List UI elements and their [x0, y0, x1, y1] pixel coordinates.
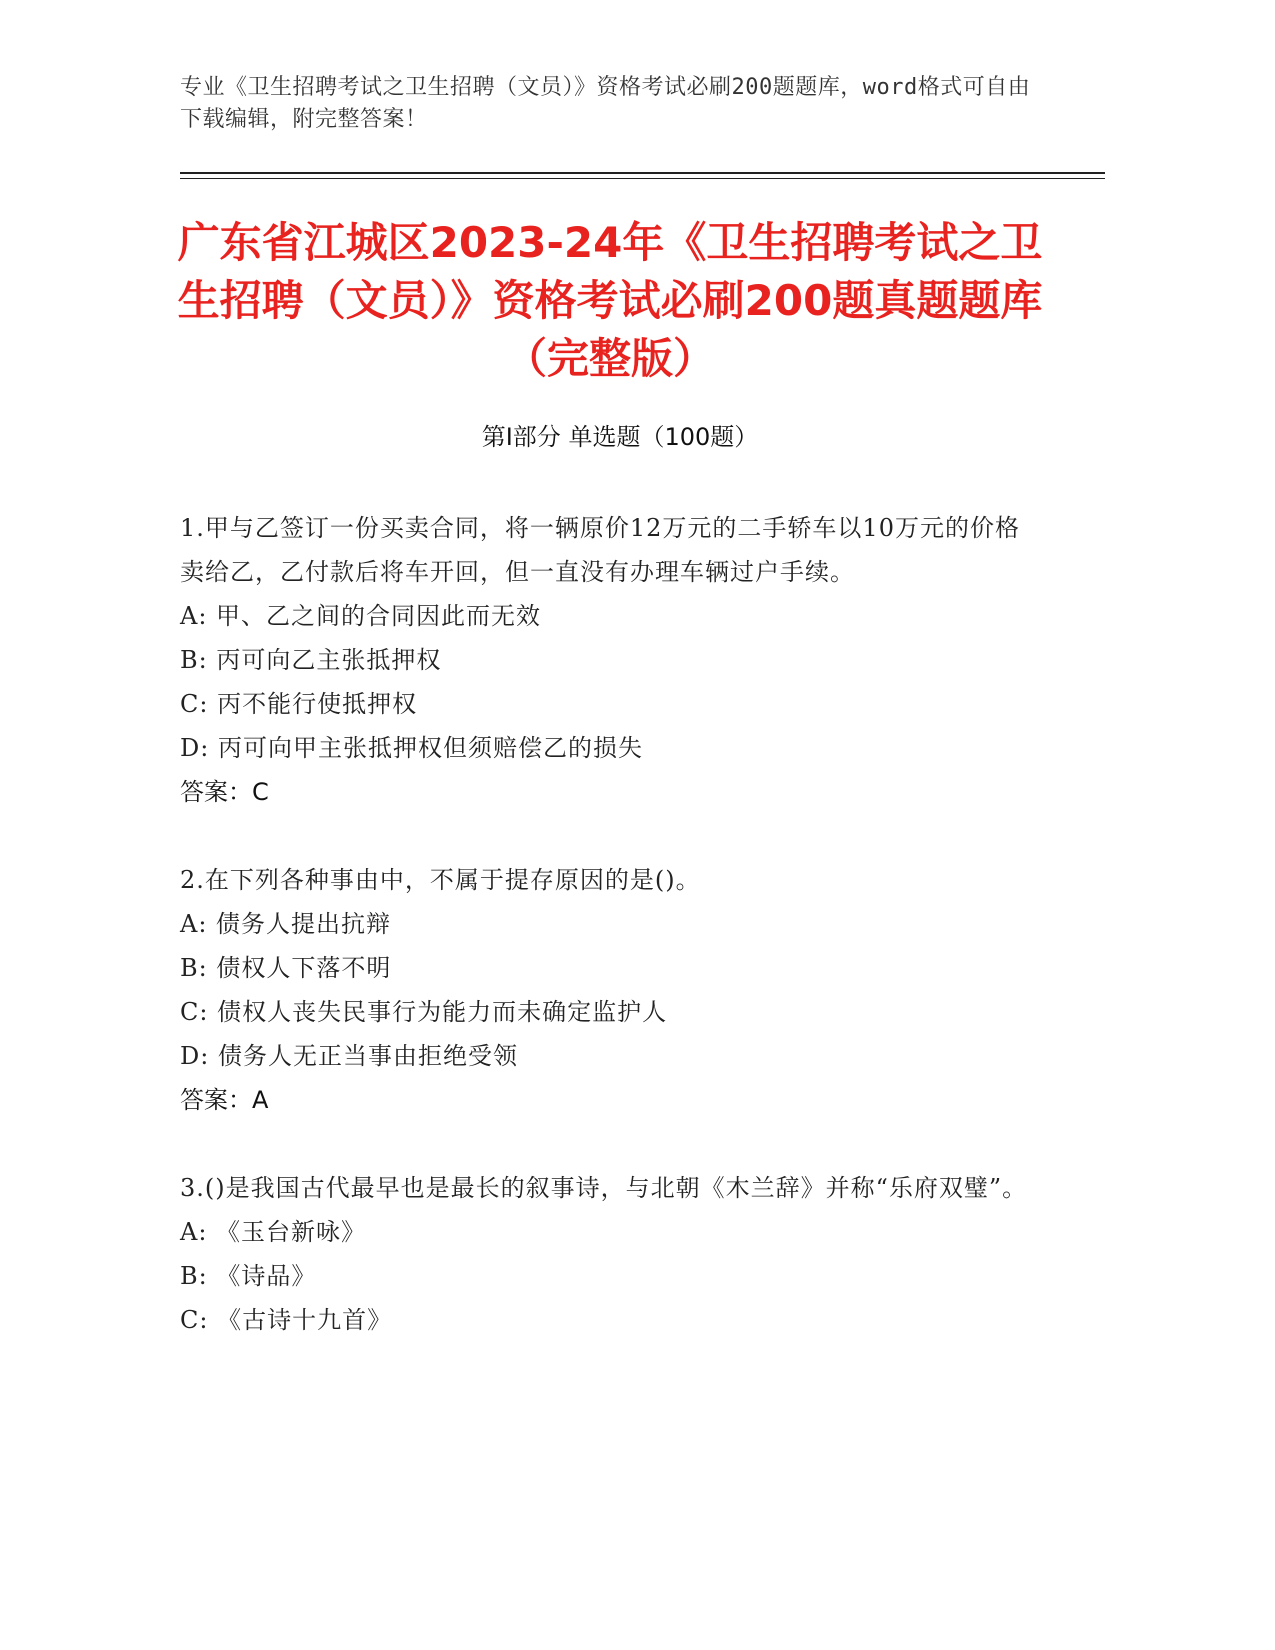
option-a: A: 债务人提出抗辩	[180, 910, 392, 938]
question-stem: 2.在下列各种事由中，不属于提存原因的是()。	[180, 866, 701, 894]
answer-line: 答案：A	[180, 1086, 269, 1114]
question-1	[180, 506, 1030, 814]
option-c: C: 《古诗十九首》	[180, 1306, 393, 1334]
section-heading: 第Ⅰ部分 单选题（100题）	[481, 423, 759, 451]
option-a: A: 甲、乙之间的合同因此而无效	[180, 602, 542, 630]
option-d: D: 丙可向甲主张抵押权但须赔偿乙的损失	[180, 734, 643, 762]
question-list	[180, 506, 1030, 1386]
option-a: A: 《玉台新咏》	[180, 1218, 367, 1246]
header-divider-thin	[180, 178, 1105, 179]
option-b: B: 债权人下落不明	[180, 954, 392, 982]
option-d: D: 债务人无正当事由拒绝受领	[180, 1042, 518, 1070]
header-note: 专业《卫生招聘考试之卫生招聘（文员）》资格考试必刷200题题库，word格式可自由下载编辑，附完整答案！	[180, 75, 1031, 132]
header-divider	[180, 172, 1105, 174]
option-b: B: 《诗品》	[180, 1262, 317, 1290]
question-2	[180, 858, 1030, 1122]
question-stem: 3.()是我国古代最早也是最长的叙事诗，与北朝《木兰辞》并称“乐府双璧”。	[180, 1174, 1028, 1202]
question-3	[180, 1166, 1030, 1342]
document-title: 广东省江城区2023-24年《卫生招聘考试之卫生招聘（文员）》资格考试必刷200题真题题库（完整版）	[177, 218, 1043, 383]
option-c: C: 债权人丧失民事行为能力而未确定监护人	[180, 998, 668, 1026]
option-b: B: 丙可向乙主张抵押权	[180, 646, 442, 674]
answer-line: 答案：C	[180, 778, 269, 806]
question-stem: 1.甲与乙签订一份买卖合同，将一辆原价12万元的二手轿车以10万元的价格卖给乙，乙付款后将车开回，但一直没有办理车辆过户手续。	[180, 514, 1020, 586]
option-c: C: 丙不能行使抵押权	[180, 690, 418, 718]
